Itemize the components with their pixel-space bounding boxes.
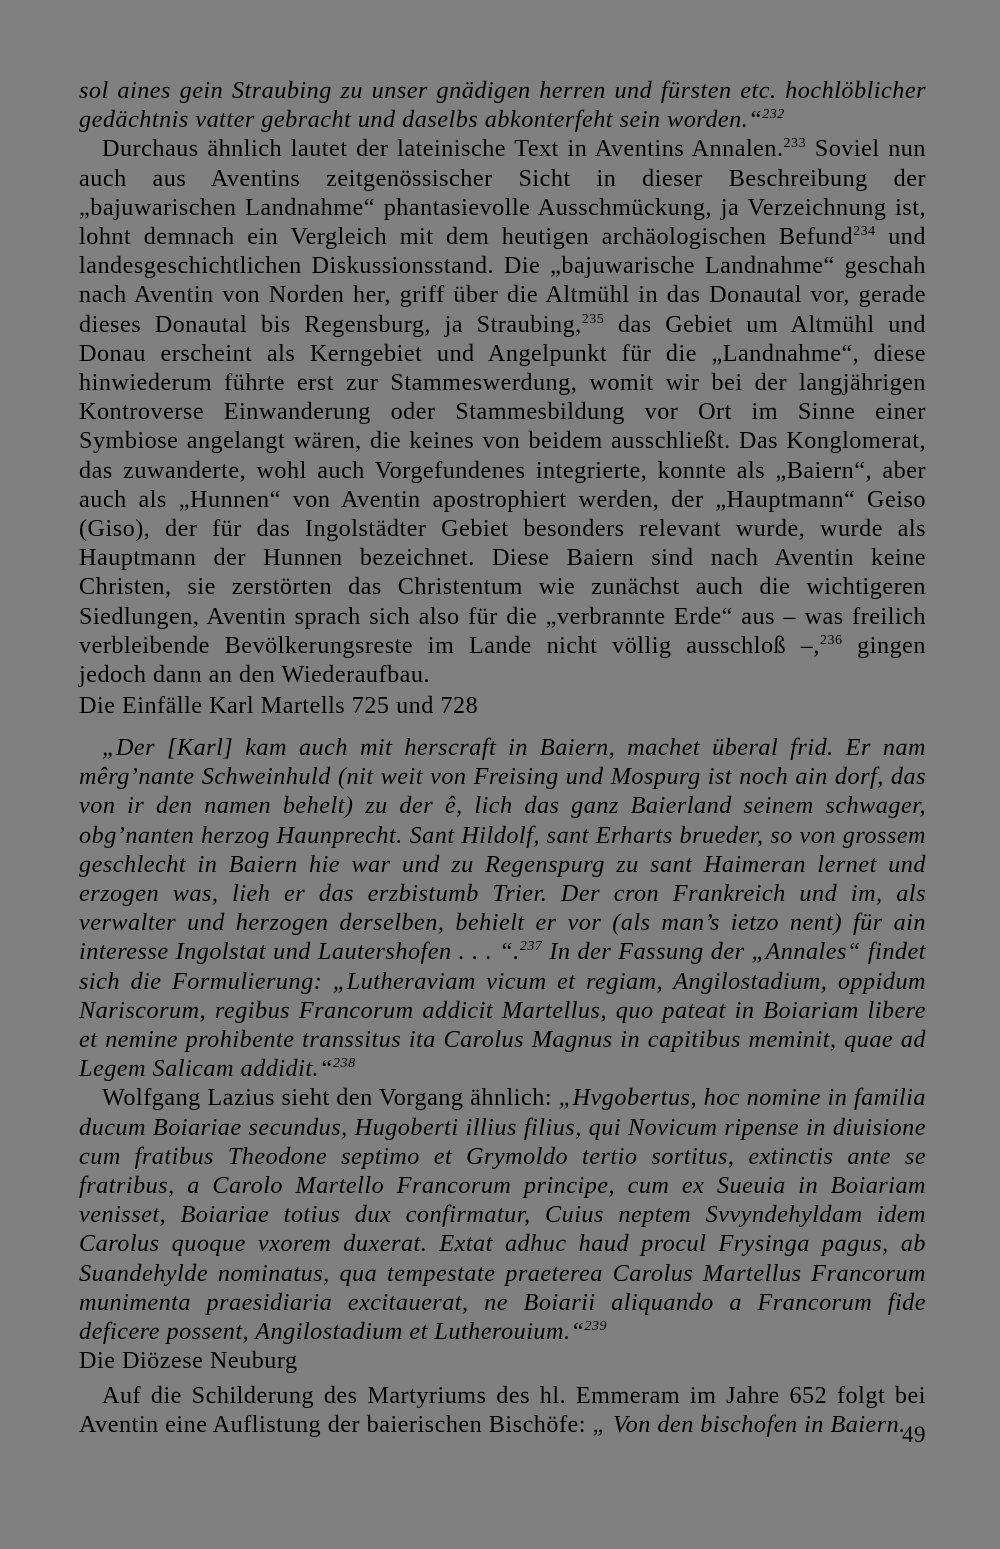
body-paragraph bbox=[79, 134, 926, 689]
body-paragraph bbox=[79, 1381, 926, 1439]
footnote-234: 234 bbox=[853, 222, 876, 239]
footnote-233: 233 bbox=[783, 135, 807, 152]
quote-text: „Hvgobertus, hoc nomine in familia ducum Boiariae secundus, Hugoberti illius filius, qui Novicum ripense in diuisione cum fratibus Theodone septimo et Grymoldo tertio sortitus, extinctis ante se fratribus, a Carolo Martello Francorum principe, cum ex Sueuia in Boiariam venisset, Boiariae totius dux confirmatur, Cuius neptem Svvyndehyldam idem Carolus quoque vxorem duxerat. Extat adhuc haud procul Frysinga pagus, ab Suandehylde nominatus, qua tempestate praeterea Carolus Martellus Francorum munimenta praesidiaria excitauerat, ne Boiarii aliquando a Francorum fide deficere possent, Angilostadium et Lutherouium. bbox=[79, 1084, 926, 1346]
footnote-236: 236 bbox=[819, 631, 843, 648]
quote-close-mark: “ bbox=[319, 1055, 334, 1083]
body-text: Auf die Schilderung des Martyriums des hl. Emmeram im Jahre 652 folgt bei Aventin eine Auflistung der baierischen Bischöfe: bbox=[79, 1382, 926, 1439]
footnote-232: 232 bbox=[762, 106, 785, 123]
footnote-237: 237 bbox=[519, 938, 543, 955]
paragraph-landnahme bbox=[79, 76, 926, 689]
quote-close-mark: “ bbox=[570, 1318, 585, 1346]
section-dioezese bbox=[79, 1346, 926, 1375]
body-text: das Gebiet um Altmühl und Donau erscheint als Kerngebiet und Angelpunkt für die „Landnahme“, diese hinwiederum führte erst zur Stammeswerdung, womit wir bei der langjährigen Kontroverse Einwanderung oder Stammesbildung vor Ort im Sinne einer Symbiose angelangt wären, die keines von beidem ausschließt. Das Konglomerat, das zuwanderte, wohl auch Vorgefundenes integrierte, konnte als „Baiern“, aber auch als „Hunnen“ von Aventin apostrophiert werden, der „Hauptmann“ Geiso (Giso), der für das Ingolstädter Gebiet besonders relevant wurde, wurde als Hauptmann der Hunnen bezeichnet. Diese Baiern sind nach Aventin keine Christen, sie zerstörten das Christentum wie zunächst auch die wichtigeren Siedlungen, Aventin sprach sich also für die „verbrannte Erde“ aus – was freilich verbleibende Bevölkerungsreste im Lande nicht völlig ausschloß –, bbox=[79, 310, 926, 659]
quote-continuation bbox=[79, 76, 926, 134]
quote-text: „Der [Karl] kam auch mit herscraft in Baiern, machet überal frid. Er nam mêrg’nante Schweinhuld (nit weit von Freising und Mospurg ist noch ain dorf, das von ir den namen behelt) zu der ê, lich das ganz Baierland seinem schwager, obg’nanten herzog Haunprecht. Sant Hildolf, sant Erharts brueder, so von grossem geschlecht in Baiern hie war und zu Regenspurg zu sant Haimeran lernet und erzogen was, lieh er das erzbistumb Trier. Der cron Frankreich und im, als verwalter und herzogen derselben, behielt er vor (als man’s ietzo nent) für ain interesse Ingolstat und Lautershofen . . . “. bbox=[79, 734, 926, 966]
body-paragraph bbox=[79, 733, 926, 1083]
paragraph-dioezese bbox=[79, 1381, 926, 1439]
footnote-239: 239 bbox=[584, 1318, 608, 1334]
section-heading: Die Einfälle Karl Martells 725 und 728 bbox=[79, 692, 479, 719]
paragraph-karl-martell bbox=[79, 733, 926, 1346]
quote-end-text: sol aines gein Straubing zu unser gnädigen herren und fürsten etc. hochlöblicher gedächtnis vatter gebracht und daselbs abkonterfeht sein worden. bbox=[79, 77, 926, 134]
quote-text: „ Von den bischofen in Baiern. bbox=[592, 1411, 906, 1439]
body-text: gingen jedoch dann an den Wiederaufbau. bbox=[79, 631, 926, 689]
body-text: Durchaus ähnlich lautet der lateinische Text in Aventins Annalen. bbox=[102, 135, 784, 163]
section-heading: Die Diözese Neuburg bbox=[79, 1347, 298, 1374]
body-paragraph bbox=[79, 1083, 926, 1346]
footnote-235: 235 bbox=[581, 310, 605, 327]
quote-close-mark: “ bbox=[748, 106, 763, 134]
quote-text: In der Fassung der „Annales“ findet sich die Formulierung: „Lutheraviam vicum et regiam, Angilostadium, oppidum Nariscorum, regibus Francorum addicit Martellus, quo pateat in Boiariam libere et nemine prohibente transsitus ita Carolus Magnus in capitibus meminit, quae ad Legem Salicam addidit. bbox=[79, 938, 926, 1083]
body-text: Soviel nun auch aus Aventins zeitgenössischer Sicht in dieser Beschreibung der „bajuwarischen Landnahme“ phantasievolle Ausschmückung, ja Verzeichnung ist, lohnt demnach ein Vergleich mit dem heutigen archäologischen Befund bbox=[79, 135, 926, 251]
body-text: Wolfgang Lazius sieht den Vorgang ähnlich: bbox=[102, 1084, 559, 1112]
body-text: und landesgeschichtlichen Diskussionsstand. Die „bajuwarische Landnahme“ geschah nach Aventin von Norden her, griff über die Altmühl in das Donautal vor, gerade dieses Donautal bis Regensburg, ja Straubing, bbox=[79, 223, 926, 338]
section-karl-martell bbox=[79, 691, 926, 720]
page-number: 49 bbox=[902, 1422, 926, 1447]
footnote-238: 238 bbox=[333, 1055, 356, 1072]
